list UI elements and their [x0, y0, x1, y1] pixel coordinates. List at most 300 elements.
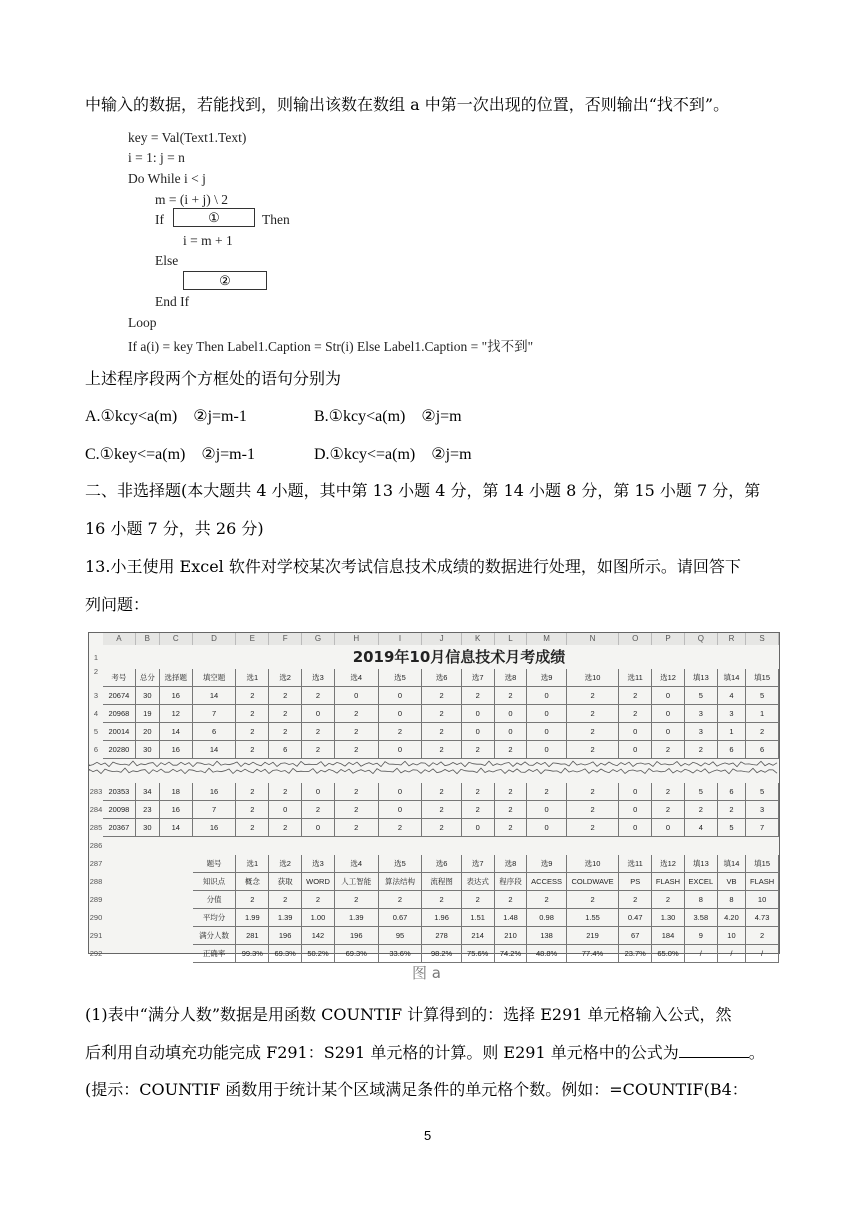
table-cell: 4 — [718, 687, 746, 705]
table-cell: 2 — [746, 927, 779, 945]
column-header-S: S — [746, 633, 779, 645]
table-cell: 2 — [462, 687, 495, 705]
table-cell: 20280 — [103, 741, 136, 759]
table-cell: 95 — [379, 927, 423, 945]
table-cell: 5 — [685, 783, 718, 801]
table-cell: 2 — [619, 891, 652, 909]
column-header-R: R — [718, 633, 746, 645]
table-cell: 2 — [236, 723, 269, 741]
table-cell: 14 — [160, 723, 193, 741]
table-cell: 概念 — [236, 873, 269, 891]
table-cell: 选12 — [652, 669, 685, 687]
table-cell: 33.6% — [379, 945, 423, 963]
table-cell: 23 — [136, 801, 160, 819]
table-cell: ACCESS — [527, 873, 566, 891]
code-line-11: If a(i) = key Then Label1.Caption = Str(i) Else Label1.Caption = "找不到" — [128, 339, 534, 354]
table-cell: 选5 — [379, 669, 423, 687]
table-cell: 题号 — [193, 855, 237, 873]
table-cell: 2 — [269, 723, 302, 741]
table-cell: 0 — [269, 801, 302, 819]
table-cell: 填15 — [746, 669, 779, 687]
table-cell: 1.99 — [236, 909, 269, 927]
table-cell: 8 — [718, 891, 746, 909]
table-cell: 20098 — [103, 801, 136, 819]
table-cell: 0 — [335, 687, 379, 705]
table-cell: 99.3% — [236, 945, 269, 963]
table-cell: 20014 — [103, 723, 136, 741]
table-cell: 14 — [193, 687, 237, 705]
table-cell: 0 — [619, 801, 652, 819]
sub-question-1-line-2 — [85, 1040, 765, 1063]
table-cell: 填15 — [746, 855, 779, 873]
table-cell: 2 — [335, 705, 379, 723]
table-cell: 3 — [746, 801, 779, 819]
table-cell: 7 — [193, 801, 237, 819]
row-number: 1 — [93, 653, 99, 662]
table-cell: 2 — [495, 687, 528, 705]
table-cell: 2 — [567, 705, 620, 723]
table-cell: 0 — [652, 687, 685, 705]
table-cell: 0 — [652, 705, 685, 723]
table-cell: 2 — [379, 819, 423, 837]
table-cell: 2 — [422, 705, 461, 723]
table-cell: WORD — [302, 873, 335, 891]
column-header-J: J — [422, 633, 461, 645]
table-cell: COLDWAVE — [567, 873, 620, 891]
code-line-3: Do While i < j — [128, 171, 206, 186]
table-cell: 总分 — [136, 669, 160, 687]
table-cell: 选3 — [302, 669, 335, 687]
table-cell: 14 — [193, 741, 237, 759]
table-cell: 69.3% — [269, 945, 302, 963]
table-cell: PS — [619, 873, 652, 891]
table-cell: 30 — [136, 741, 160, 759]
column-header-L: L — [495, 633, 528, 645]
table-cell: 2 — [379, 723, 423, 741]
table-cell: 0.47 — [619, 909, 652, 927]
table-cell: 50.2% — [302, 945, 335, 963]
table-cell: 19 — [136, 705, 160, 723]
table-cell: 2 — [567, 891, 620, 909]
column-header-H: H — [335, 633, 379, 645]
table-cell: 人工智能 — [335, 873, 379, 891]
table-cell: 6 — [718, 741, 746, 759]
intro-line: 中输入的数据，若能找到，则输出该数在数组 a 中第一次出现的位置，否则输出“找不到”。 — [85, 95, 730, 114]
column-header-E: E — [236, 633, 269, 645]
table-cell: 4.73 — [746, 909, 779, 927]
table-cell: 1.96 — [422, 909, 461, 927]
table-cell: 2 — [422, 723, 461, 741]
row-number: 284 — [89, 805, 103, 814]
code-line-10: Loop — [128, 315, 157, 330]
table-cell: 8 — [685, 891, 718, 909]
row-number: 6 — [93, 745, 99, 754]
table-cell: 1.00 — [302, 909, 335, 927]
table-cell: 2 — [652, 801, 685, 819]
table-cell: 选6 — [422, 855, 461, 873]
row-number: 285 — [89, 823, 103, 832]
table-cell: 2 — [462, 891, 495, 909]
table-cell: 2 — [302, 687, 335, 705]
table-cell: 0 — [462, 819, 495, 837]
table-cell: 平均分 — [193, 909, 237, 927]
table-cell: 填13 — [685, 669, 718, 687]
table-cell: 2 — [567, 801, 620, 819]
table-cell: 1.51 — [462, 909, 495, 927]
table-cell: 3 — [685, 705, 718, 723]
table-cell: 2 — [335, 783, 379, 801]
table-cell: 0.98 — [527, 909, 566, 927]
table-cell: 填空题 — [193, 669, 237, 687]
table-cell: 16 — [160, 687, 193, 705]
table-cell: 2 — [422, 891, 461, 909]
table-cell: 6 — [269, 741, 302, 759]
table-cell: 2 — [422, 741, 461, 759]
sheet-title: 2019年10月信息技术月考成绩 — [352, 648, 566, 666]
sub-question-1-period: 。 — [748, 1043, 765, 1062]
table-cell: 3.58 — [685, 909, 718, 927]
table-cell: 0 — [619, 741, 652, 759]
table-cell: 16 — [160, 801, 193, 819]
table-cell: / — [718, 945, 746, 963]
column-header-B: B — [136, 633, 160, 645]
page-number: 5 — [424, 1128, 432, 1143]
sub-question-1-text: 后利用自动填充功能完成 F291：S291 单元格的计算。则 E291 单元格中的公式为 — [85, 1043, 679, 1062]
table-cell: 48.8% — [527, 945, 566, 963]
table-cell: 选4 — [335, 855, 379, 873]
column-header-K: K — [462, 633, 495, 645]
table-cell: 选7 — [462, 855, 495, 873]
sub-question-1-line-1: (1)表中“满分人数”数据是用函数 COUNTIF 计算得到的：选择 E291 单元格输入公式，然 — [85, 1005, 732, 1024]
table-cell: 2 — [335, 891, 379, 909]
question-13-line-1: 13.小王使用 Excel 软件对学校某次考试信息技术成绩的数据进行处理，如图所示。请回答下 — [85, 557, 741, 576]
sub-question-1-line-3: (提示：COUNTIF 函数用于统计某个区域满足条件的单元格个数。例如：=COUNTIF(B4： — [85, 1080, 748, 1099]
table-cell: 分值 — [193, 891, 237, 909]
table-cell: 2 — [269, 819, 302, 837]
table-cell: 67 — [619, 927, 652, 945]
code-line-2: i = 1: j = n — [128, 150, 185, 165]
table-cell: 2 — [652, 741, 685, 759]
table-cell: 6 — [718, 783, 746, 801]
table-cell: 0 — [527, 741, 566, 759]
table-cell: 0 — [527, 723, 566, 741]
table-cell: 2 — [302, 741, 335, 759]
table-cell: 选10 — [567, 855, 620, 873]
answer-blank — [679, 1043, 749, 1058]
table-cell: 6 — [193, 723, 237, 741]
table-cell: 选11 — [619, 855, 652, 873]
table-cell: 2 — [269, 891, 302, 909]
table-cell: 5 — [685, 687, 718, 705]
table-cell: 0 — [652, 723, 685, 741]
table-cell: 选择题 — [160, 669, 193, 687]
table-cell: 0 — [379, 801, 423, 819]
row-number: 5 — [93, 727, 99, 736]
table-cell: 1.55 — [567, 909, 620, 927]
table-cell: 20353 — [103, 783, 136, 801]
table-cell: 7 — [746, 819, 779, 837]
table-cell: 0 — [495, 723, 528, 741]
table-cell: 10 — [746, 891, 779, 909]
table-cell: 12 — [160, 705, 193, 723]
table-cell: 2 — [495, 783, 528, 801]
table-cell: 选1 — [236, 855, 269, 873]
code-line-6: i = m + 1 — [183, 233, 233, 248]
code-line-1: key = Val(Text1.Text) — [128, 130, 247, 145]
table-cell: 6 — [746, 741, 779, 759]
section-heading-line-1: 二、非选择题(本大题共 4 小题，其中第 13 小题 4 分，第 14 小题 8 分，第 15 小题 7 分，第 — [85, 481, 761, 500]
table-cell: 2 — [495, 819, 528, 837]
table-cell: 2 — [567, 723, 620, 741]
table-cell: 2 — [236, 783, 269, 801]
row-number: 4 — [93, 709, 99, 718]
table-cell: 2 — [718, 801, 746, 819]
table-cell: 4.20 — [718, 909, 746, 927]
table-cell: 1 — [718, 723, 746, 741]
table-cell: 选2 — [269, 855, 302, 873]
table-cell: 2 — [746, 723, 779, 741]
table-cell: 30 — [136, 687, 160, 705]
table-cell: 0 — [462, 705, 495, 723]
table-cell: 1.39 — [269, 909, 302, 927]
table-cell: 程序段 — [495, 873, 528, 891]
table-cell: 2 — [269, 687, 302, 705]
table-cell: 18 — [160, 783, 193, 801]
table-cell: 5 — [746, 687, 779, 705]
table-cell: 0 — [527, 801, 566, 819]
table-cell: 20 — [136, 723, 160, 741]
table-cell: 9 — [685, 927, 718, 945]
table-cell: 2 — [652, 891, 685, 909]
table-cell: 1 — [746, 705, 779, 723]
row-number: 288 — [89, 877, 103, 886]
option-c: C.①key<=a(m) ②j=m-1 — [85, 446, 255, 463]
table-cell: 满分人数 — [193, 927, 237, 945]
table-cell: 0.67 — [379, 909, 423, 927]
table-cell: 0 — [379, 783, 423, 801]
table-cell: 2 — [462, 741, 495, 759]
table-cell: 0 — [302, 705, 335, 723]
table-cell: 选10 — [567, 669, 620, 687]
table-cell: 0 — [379, 741, 423, 759]
table-cell: 选11 — [619, 669, 652, 687]
table-cell: 选4 — [335, 669, 379, 687]
table-cell: 2 — [236, 687, 269, 705]
row-number: 291 — [89, 931, 103, 940]
table-cell: 219 — [567, 927, 620, 945]
code-line-9: End If — [155, 294, 190, 309]
column-header-O: O — [619, 633, 652, 645]
option-d: D.①kcy<=a(m) ②j=m — [314, 446, 472, 463]
table-cell: 65.0% — [652, 945, 685, 963]
table-cell: 选6 — [422, 669, 461, 687]
table-cell: 选12 — [652, 855, 685, 873]
table-cell: 2 — [567, 687, 620, 705]
table-cell: 0 — [527, 819, 566, 837]
table-cell: 278 — [422, 927, 461, 945]
table-cell: 选2 — [269, 669, 302, 687]
table-cell: 正确率 — [193, 945, 237, 963]
table-cell: 16 — [160, 741, 193, 759]
column-header-D: D — [193, 633, 237, 645]
table-cell: 0 — [379, 705, 423, 723]
table-cell: 选9 — [527, 855, 566, 873]
table-cell: / — [746, 945, 779, 963]
table-cell: 2 — [335, 819, 379, 837]
code-blank-box-1: ① — [173, 208, 255, 227]
row-number: 292 — [89, 949, 103, 958]
table-cell: 10 — [718, 927, 746, 945]
table-cell: FLASH — [746, 873, 779, 891]
table-cell: 2 — [269, 705, 302, 723]
table-cell: 2 — [236, 741, 269, 759]
table-cell: 2 — [567, 819, 620, 837]
code-blank-box-2: ② — [183, 271, 267, 290]
table-cell: 2 — [462, 801, 495, 819]
table-cell: 16 — [193, 819, 237, 837]
column-header-C: C — [160, 633, 193, 645]
table-cell: 69.3% — [335, 945, 379, 963]
table-cell: 2 — [379, 891, 423, 909]
table-cell: 77.4% — [567, 945, 620, 963]
table-cell: EXCEL — [685, 873, 718, 891]
table-cell: 0 — [379, 687, 423, 705]
table-cell: 填13 — [685, 855, 718, 873]
table-cell: 选9 — [527, 669, 566, 687]
column-header-Q: Q — [685, 633, 718, 645]
table-cell: 算法结构 — [379, 873, 423, 891]
table-cell: 2 — [619, 687, 652, 705]
figure-caption: 图 a — [412, 964, 441, 982]
row-number: 2 — [93, 667, 99, 676]
table-cell: 0 — [495, 705, 528, 723]
column-header-P: P — [652, 633, 685, 645]
table-cell: 填14 — [718, 669, 746, 687]
column-header-N: N — [567, 633, 620, 645]
table-cell: 2 — [422, 687, 461, 705]
table-cell: 0 — [527, 687, 566, 705]
option-a: A.①kcy<a(m) ②j=m-1 — [85, 408, 247, 425]
table-cell: 2 — [495, 741, 528, 759]
table-cell: 34 — [136, 783, 160, 801]
table-cell: 23.7% — [619, 945, 652, 963]
table-cell: 2 — [685, 741, 718, 759]
table-cell: 5 — [718, 819, 746, 837]
table-cell: 2 — [302, 801, 335, 819]
row-number: 286 — [89, 841, 103, 850]
row-number: 290 — [89, 913, 103, 922]
table-cell: 2 — [236, 705, 269, 723]
table-cell: 选3 — [302, 855, 335, 873]
table-cell: 2 — [269, 783, 302, 801]
table-cell: 2 — [652, 783, 685, 801]
table-cell: 142 — [302, 927, 335, 945]
section-heading-line-2: 16 小题 7 分，共 26 分) — [85, 519, 264, 538]
table-cell: 2 — [685, 801, 718, 819]
column-header-F: F — [269, 633, 302, 645]
table-cell: 1.39 — [335, 909, 379, 927]
table-cell: 2 — [335, 741, 379, 759]
table-cell: FLASH — [652, 873, 685, 891]
table-cell: 196 — [269, 927, 302, 945]
table-cell: 14 — [160, 819, 193, 837]
code-line-7: Else — [155, 253, 179, 268]
table-cell: 4 — [685, 819, 718, 837]
table-cell: 填14 — [718, 855, 746, 873]
row-number: 289 — [89, 895, 103, 904]
code-if-keyword: If — [155, 212, 164, 227]
row-number: 287 — [89, 859, 103, 868]
table-cell: 281 — [236, 927, 269, 945]
table-cell: 3 — [685, 723, 718, 741]
column-header-M: M — [527, 633, 566, 645]
torn-rows-divider — [89, 760, 779, 776]
row-number: 3 — [93, 691, 99, 700]
table-cell: 0 — [619, 723, 652, 741]
spreadsheet-figure — [88, 632, 780, 958]
table-cell: 20367 — [103, 819, 136, 837]
table-cell: 选8 — [495, 669, 528, 687]
table-cell: 0 — [302, 819, 335, 837]
table-cell: 1.48 — [495, 909, 528, 927]
table-cell: 2 — [302, 723, 335, 741]
table-cell: 2 — [495, 801, 528, 819]
table-cell: 138 — [527, 927, 566, 945]
table-cell: 获取 — [269, 873, 302, 891]
table-cell: 2 — [495, 891, 528, 909]
table-cell: 20968 — [103, 705, 136, 723]
table-cell: 2 — [619, 705, 652, 723]
table-cell: 2 — [335, 723, 379, 741]
table-cell: 75.6% — [462, 945, 495, 963]
table-cell: 知识点 — [193, 873, 237, 891]
question-13-line-2: 列问题： — [85, 595, 150, 614]
table-cell: 流程图 — [422, 873, 461, 891]
code-then-keyword: Then — [262, 212, 290, 227]
table-cell: 0 — [652, 819, 685, 837]
table-cell: 3 — [718, 705, 746, 723]
table-cell: 196 — [335, 927, 379, 945]
table-cell: 0 — [619, 819, 652, 837]
table-cell: 2 — [462, 783, 495, 801]
table-cell: 2 — [422, 819, 461, 837]
table-cell: 16 — [193, 783, 237, 801]
table-cell: VB — [718, 873, 746, 891]
table-cell: 30 — [136, 819, 160, 837]
table-cell: 98.2% — [422, 945, 461, 963]
table-cell: 2 — [422, 801, 461, 819]
table-cell: 20674 — [103, 687, 136, 705]
table-cell: 选5 — [379, 855, 423, 873]
table-cell: 选7 — [462, 669, 495, 687]
table-cell: 2 — [567, 783, 620, 801]
table-cell: 210 — [495, 927, 528, 945]
column-header-I: I — [379, 633, 423, 645]
option-b: B.①kcy<a(m) ②j=m — [314, 408, 462, 425]
table-cell: 5 — [746, 783, 779, 801]
table-cell: / — [685, 945, 718, 963]
table-cell: 2 — [422, 783, 461, 801]
table-cell: 184 — [652, 927, 685, 945]
code-line-4: m = (i + j) \ 2 — [155, 192, 228, 207]
column-header-A: A — [103, 633, 136, 645]
table-cell: 2 — [567, 741, 620, 759]
table-cell: 考号 — [103, 669, 136, 687]
table-cell: 2 — [335, 801, 379, 819]
table-cell: 2 — [236, 891, 269, 909]
table-cell: 0 — [462, 723, 495, 741]
table-cell: 2 — [527, 891, 566, 909]
